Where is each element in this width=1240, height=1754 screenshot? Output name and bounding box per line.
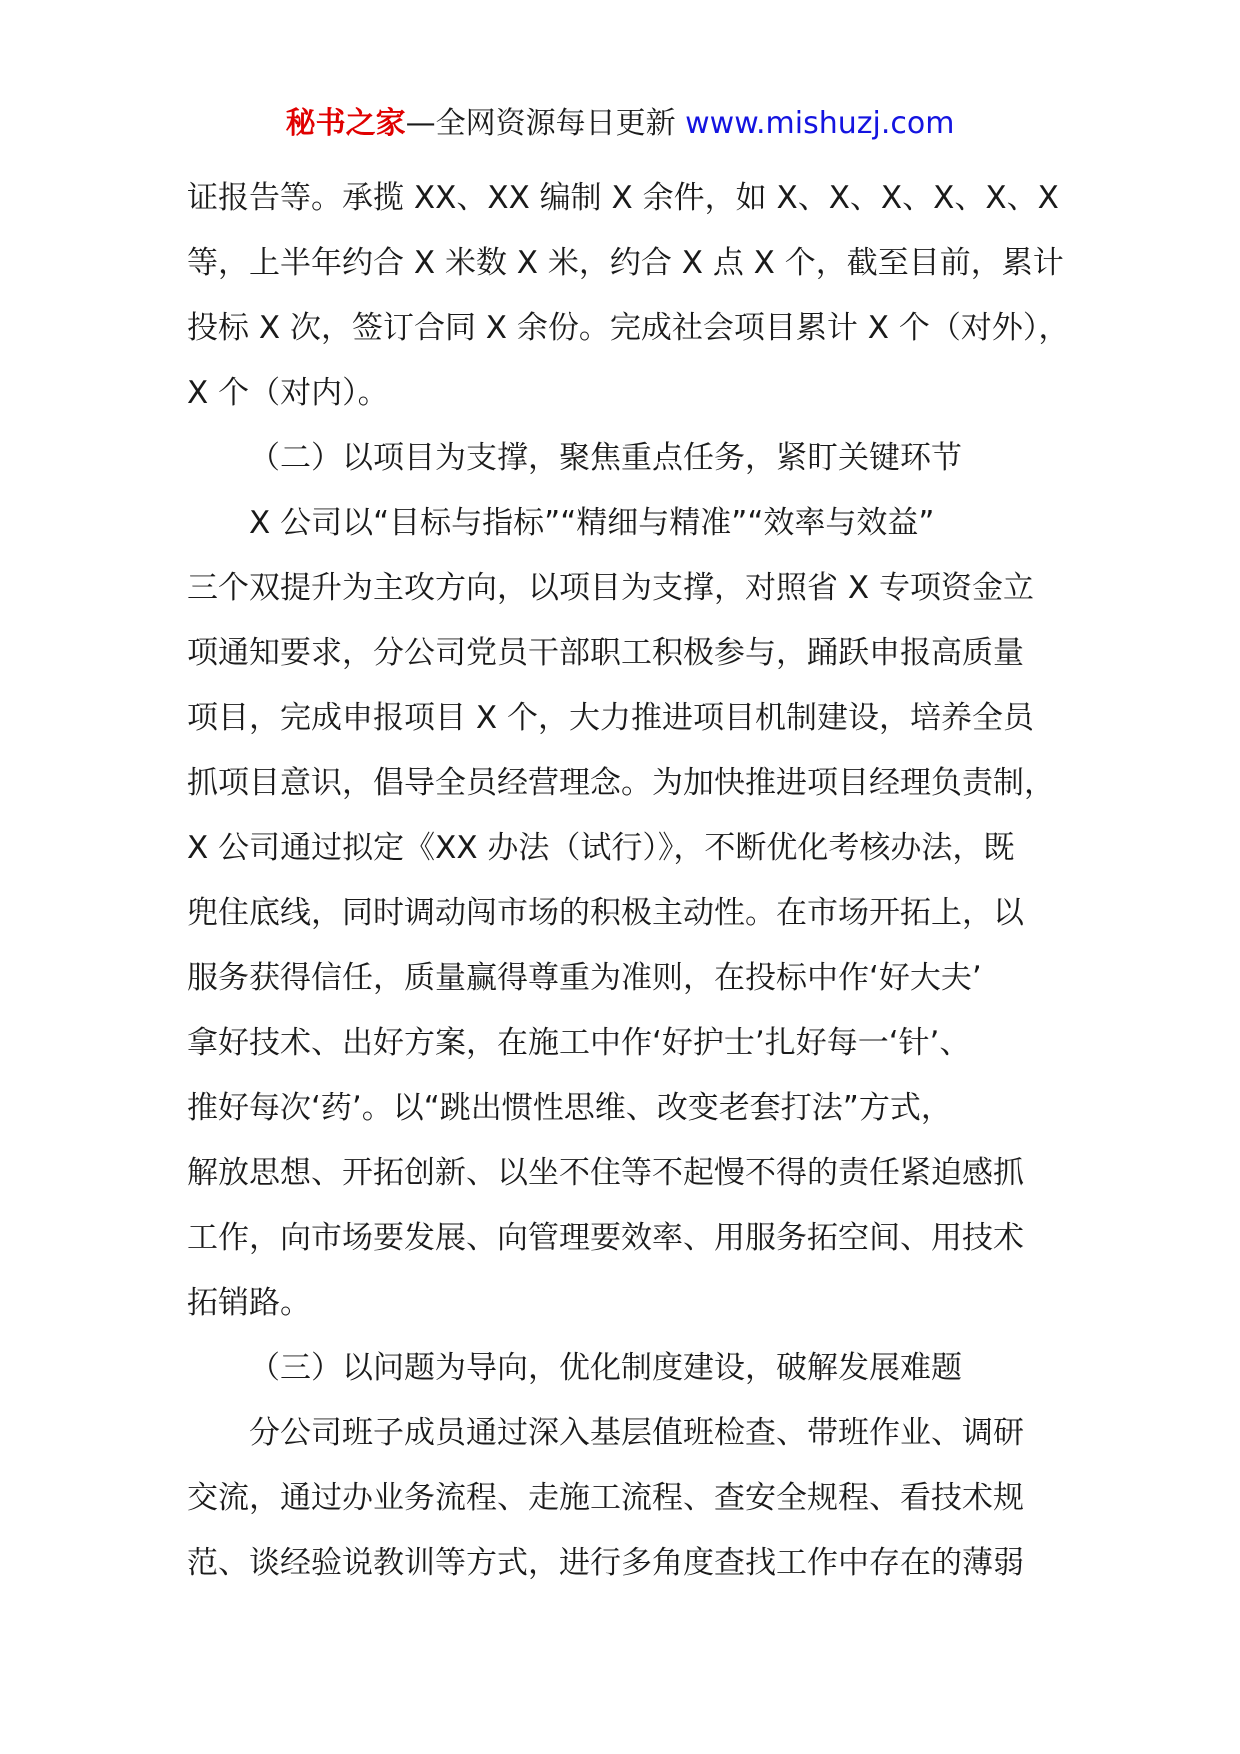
text-line: X 公司通过拟定《XX 办法（试行）》，不断优化考核办法，既 xyxy=(187,830,1015,866)
text-line: 服务获得信任，质量赢得尊重为准则，在投标中作‘好大夫’ xyxy=(187,960,982,996)
text-line: 三个双提升为主攻方向，以项目为支撑，对照省 X 专项资金立 xyxy=(187,570,1034,606)
text-line: 拓销路。 xyxy=(187,1285,311,1321)
text-line: 证报告等。承揽 XX、XX 编制 X 余件，如 X、X、X、X、X、X xyxy=(187,180,1059,216)
page-header xyxy=(0,102,1240,146)
text-line: 项目，完成申报项目 X 个，大力推进项目机制建设，培养全员 xyxy=(187,700,1034,736)
text-line: 分公司班子成员通过深入基层值班检查、带班作业、调研 xyxy=(249,1415,1024,1451)
document-body xyxy=(187,166,1089,1596)
text-line: 投标 X 次，签订合同 X 余份。完成社会项目累计 X 个（对外）， xyxy=(187,310,1070,346)
header-url-link[interactable]: www.mishuzj.com xyxy=(685,106,955,141)
text-line: 范、谈经验说教训等方式，进行多角度查找工作中存在的薄弱 xyxy=(187,1545,1024,1581)
text-line: X 个（对内）。 xyxy=(187,375,389,411)
text-line: X 公司以“目标与指标”“精细与精准”“效率与效益” xyxy=(249,505,935,541)
text-line: 解放思想、开拓创新、以坐不住等不起慢不得的责任紧迫感抓 xyxy=(187,1155,1024,1191)
text-line: 推好每次‘药’。以“跳出惯性思维、改变老套打法”方式， xyxy=(187,1090,952,1126)
text-line: 工作，向市场要发展、向管理要效率、用服务拓空间、用技术 xyxy=(187,1220,1024,1256)
text-line: 项通知要求，分公司党员干部职工积极参与，踊跃申报高质量 xyxy=(187,635,1024,671)
section-heading: （二）以项目为支撑，聚焦重点任务，紧盯关键环节 xyxy=(249,440,962,476)
text-line: 兜住底线，同时调动闯市场的积极主动性。在市场开拓上，以 xyxy=(187,895,1024,931)
section-heading: （三）以问题为导向，优化制度建设，破解发展难题 xyxy=(249,1350,962,1386)
header-brand: 秘书之家 xyxy=(285,106,406,141)
text-line: 拿好技术、出好方案，在施工中作‘好护士’扎好每一‘针’、 xyxy=(187,1025,971,1061)
text-line: 等，上半年约合 X 米数 X 米，约合 X 点 X 个，截至目前，累计 xyxy=(187,245,1064,281)
text-line: 交流，通过办业务流程、走施工流程、查安全规程、看技术规 xyxy=(187,1480,1024,1516)
header-slogan: —全网资源每日更新 xyxy=(405,106,686,141)
text-line: 抓项目意识，倡导全员经营理念。为加快推进项目经理负责制， xyxy=(187,765,1055,801)
